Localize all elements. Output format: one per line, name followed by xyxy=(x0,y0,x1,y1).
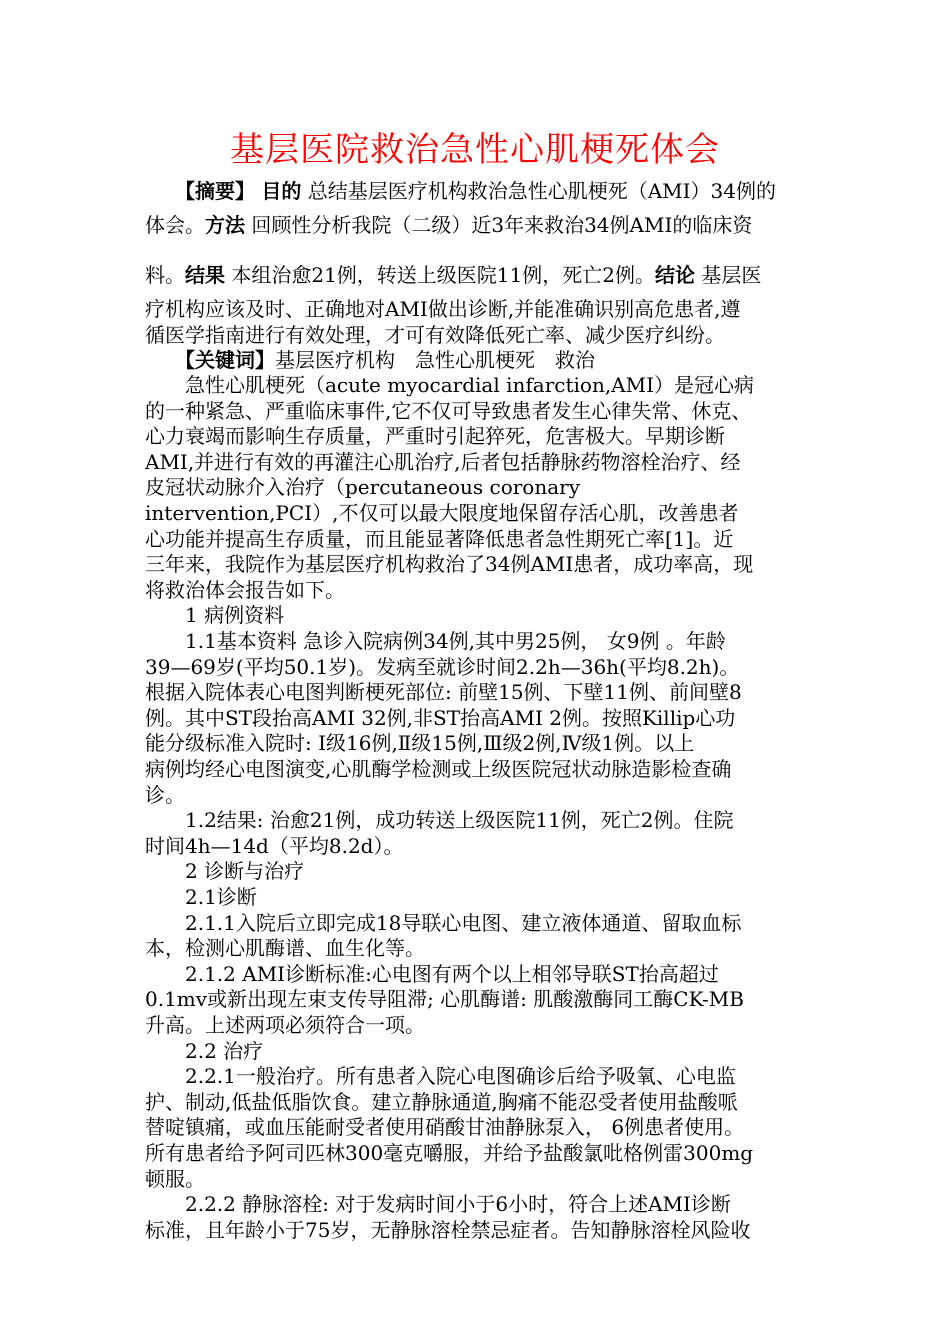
keywords-text: 基层医疗机构 急性心肌梗死 救治 xyxy=(275,348,595,372)
body-line: 病例均经心电图演变,心肌酶学检测或上级医院冠状动脉造影检查确 xyxy=(145,757,732,781)
purpose-text: 总结基层医疗机构救治急性心肌梗死（AMI）34例的 xyxy=(307,179,776,203)
body-line: 的一种紧急、严重临床事件,它不仅可导致患者发生心律失常、休克、 xyxy=(145,398,752,423)
body-line: 2.1诊断 xyxy=(145,885,257,909)
conclusion-text: 基层医 xyxy=(701,263,762,287)
body-line: 升高。上述两项必须符合一项。 xyxy=(145,1013,425,1037)
abstract-line-4 xyxy=(145,296,741,322)
method-text: 回顾性分析我院（二级）近3年来救治34例AMI的临床资 xyxy=(251,213,753,237)
body-line: 标准，且年龄小于75岁，无静脉溶栓禁忌症者。告知静脉溶栓风险收 xyxy=(145,1217,751,1242)
abstract-line-2 xyxy=(145,212,752,238)
body-line: 心力衰竭而影响生存质量，严重时引起猝死，危害极大。早期诊断 xyxy=(145,424,725,449)
body-line: AMI,并进行有效的再灌注心肌治疗,后者包括静脉药物溶栓治疗、经 xyxy=(145,449,741,474)
body-line: 2 诊断与治疗 xyxy=(145,859,305,884)
conclusion-label: 结论 xyxy=(654,263,695,287)
purpose-label: 目的 xyxy=(261,179,302,203)
abstract-line-3 xyxy=(145,262,761,288)
result-label: 结果 xyxy=(185,263,225,287)
body-line: 2.1.1入院后立即完成18导联心电图、建立液体通道、留取血标 xyxy=(145,910,742,935)
body-line: 急性心肌梗死（acute myocardial infarction,AMI）是冠心病 xyxy=(145,373,755,397)
keywords-tag: 【关键词】 xyxy=(175,348,275,372)
body-line: 时间4h—14d（平均8.2d）。 xyxy=(145,833,404,858)
keywords-line xyxy=(175,347,595,373)
body-line: 0.1mv或新出现左束支传导阻滞; 心肌酶谱: 肌酸激酶同工酶CK-MB xyxy=(145,987,744,1012)
document-title: 基层医院救治急性心肌梗死体会 xyxy=(230,130,720,170)
body-line: 顿服。 xyxy=(145,1166,205,1191)
abstract-line-5 xyxy=(145,322,725,348)
body-line: 2.2.2 静脉溶栓: 对于发病时间小于6小时，符合上述AMI诊断 xyxy=(145,1192,731,1217)
body-line: 本，检测心肌酶谱、血生化等。 xyxy=(145,936,425,961)
body-line: 2.2.1一般治疗。所有患者入院心电图确诊后给予吸氧、心电监 xyxy=(145,1064,736,1089)
body-line: 替啶镇痛，或血压能耐受者使用硝酸甘油静脉泵入， 6例患者使用。 xyxy=(145,1115,745,1140)
body-line: 39—69岁(平均50.1岁)。发病至就诊时间2.2h—36h(平均8.2h)。 xyxy=(145,654,740,679)
body-line: 将救治体会报告如下。 xyxy=(145,577,345,602)
abstract-text: 体会。 xyxy=(145,213,205,237)
body-line: 心功能并提高生存质量，而且能显著降低患者急性期死亡率[1]。近 xyxy=(145,526,734,551)
abstract-text: 循医学指南进行有效处理，才可有效降低死亡率、减少医疗纠纷。 xyxy=(145,323,725,347)
body-line: 诊。 xyxy=(145,782,185,807)
body-line: 皮冠状动脉介入治疗（percutaneous coronary xyxy=(145,475,581,500)
body-line: 所有患者给予阿司匹林300毫克嚼服，并给予盐酸氯吡格例雷300mg xyxy=(145,1141,754,1165)
abstract-text: 疗机构应该及时、正确地对AMI做出诊断,并能准确识别高危患者,遵 xyxy=(145,297,741,321)
body-line: 例。其中ST段抬高AMI 32例,非ST抬高AMI 2例。按照Killip心功 xyxy=(145,705,736,730)
abstract-text: 料。 xyxy=(145,263,185,287)
result-text: 本组治愈21例，转送上级医院11例，死亡2例。 xyxy=(231,263,655,287)
body-line: 护、制动,低盐低脂饮食。建立静脉通道,胸痛不能忍受者使用盐酸哌 xyxy=(145,1089,738,1114)
body-line: 1 病例资料 xyxy=(145,603,285,628)
body-line: 1.2结果: 治愈21例，成功转送上级医院11例，死亡2例。住院 xyxy=(145,808,734,833)
body-line: 1.1基本资料 急诊入院病例34例,其中男25例， 女9例 。年龄 xyxy=(145,629,726,653)
abstract-line-1 xyxy=(175,178,776,204)
body-line: 根据入院体表心电图判断梗死部位: 前壁15例、下壁11例、前间壁8 xyxy=(145,680,742,705)
abstract-tag: 【摘要】 xyxy=(175,179,255,203)
body-line: 2.1.2 AMI诊断标准:心电图有两个以上相邻导联ST抬高超过 xyxy=(145,961,719,986)
body-line: 能分级标准入院时: Ⅰ级16例,Ⅱ级15例,Ⅲ级2例,Ⅳ级1例。以上 xyxy=(145,731,695,756)
body-line: 三年来，我院作为基层医疗机构救治了34例AMI患者，成功率高，现 xyxy=(145,552,754,577)
body-line: intervention,PCI）,不仅可以最大限度地保留存活心肌，改善患者 xyxy=(145,501,739,525)
method-label: 方法 xyxy=(205,213,245,237)
body-line: 2.2 治疗 xyxy=(145,1038,264,1063)
